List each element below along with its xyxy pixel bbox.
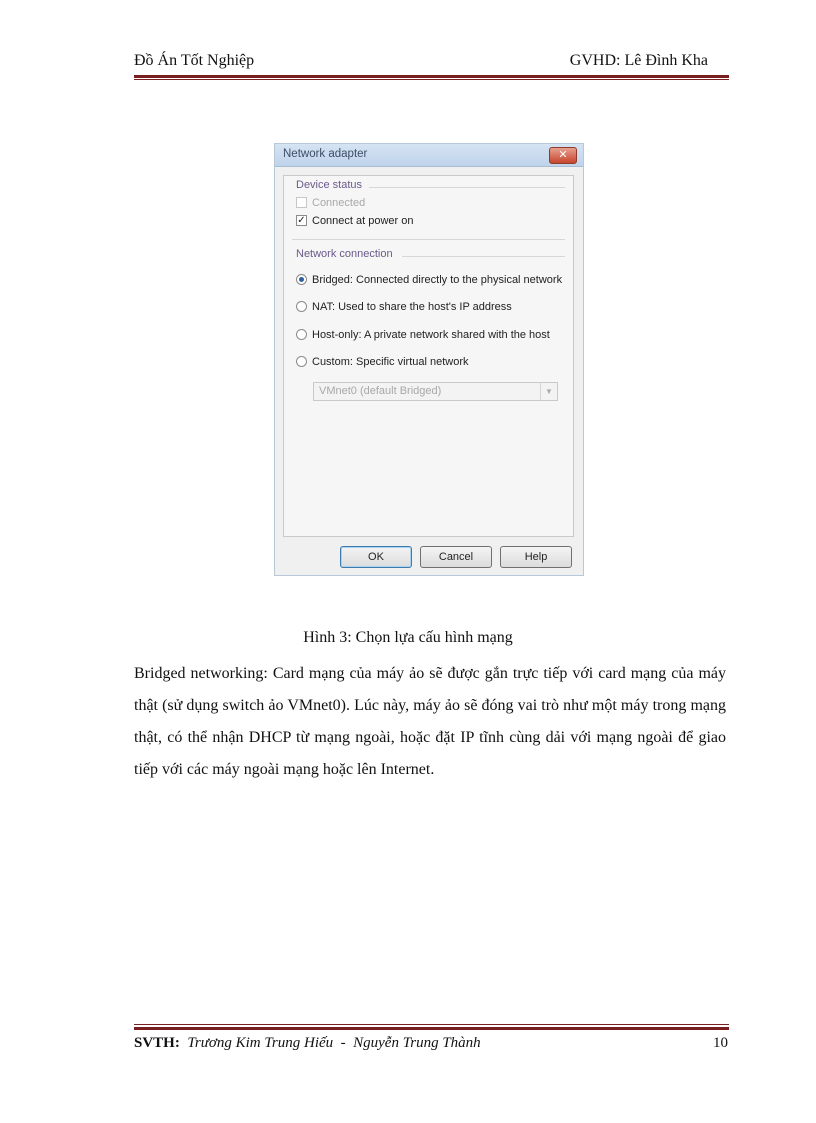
custom-network-value: VMnet0 (default Bridged) [319,385,442,397]
settings-panel [283,175,574,537]
footer-rule-thin [134,1024,729,1025]
bridged-option[interactable] [296,272,566,288]
custom-network-select[interactable] [313,382,558,401]
page-number: 10 [713,1035,728,1051]
connect-at-power-on-checkbox[interactable]: ✓ [297,215,306,226]
dialog-titlebar [275,144,583,167]
group-divider [292,239,565,240]
group-divider [369,187,565,188]
nat-label: NAT: Used to share the host's IP address [312,301,512,313]
host-only-radio[interactable] [296,329,307,340]
network-connection-label: Network connection [296,248,393,260]
custom-option[interactable] [296,354,566,370]
device-status-label: Device status [296,179,363,191]
connect-at-power-on-label: Connect at power on [312,215,414,227]
bridged-label: Bridged: Connected directly to the physical network [312,274,563,286]
footer-students: Trương Kim Trung Hiếu - Nguyễn Trung Thành [187,1035,481,1051]
close-button[interactable] [549,147,577,164]
footer-label: SVTH: [134,1035,184,1051]
close-icon: ✕ [558,149,568,161]
connected-checkbox[interactable] [296,197,307,208]
bridged-radio[interactable] [296,274,307,285]
footer-rule [134,1027,729,1030]
header-thesis-title: Đồ Án Tốt Nghiệp [134,52,255,69]
dialog-title: Network adapter [283,148,368,160]
connected-label: Connected [312,197,366,209]
page-header [134,52,726,74]
connect-at-power-on-row[interactable] [296,213,556,229]
connected-checkbox-row[interactable] [296,195,556,211]
host-only-option[interactable] [296,327,566,343]
header-rule [134,75,729,78]
ok-button[interactable]: OK [340,546,412,568]
custom-label: Custom: Specific virtual network [312,356,469,368]
chevron-down-icon[interactable]: ▼ [540,383,557,400]
help-button[interactable]: Help [500,546,572,568]
header-rule-thin [134,79,729,80]
nat-radio[interactable] [296,301,307,312]
network-adapter-dialog [274,143,584,576]
host-only-label: Host-only: A private network shared with the host [312,329,550,341]
figure-caption: Hình 3: Chọn lựa cấu hình mạng [303,629,513,646]
nat-option[interactable] [296,299,566,315]
custom-radio[interactable] [296,356,307,367]
header-supervisor: GVHD: Lê Đình Kha [569,52,708,69]
cancel-button[interactable]: Cancel [420,546,492,568]
body-paragraph: Bridged networking: Card mạng của máy ảo sẽ được gắn trực tiếp với card mạng của máy thật (sử dụng switch ảo VMnet0). Lúc này, máy ảo sẽ đóng vai trò như một máy trong mạng thật, có thể nhận DHCP từ mạng ngoài, hoặc đặt IP tĩnh cùng dải với mạng ngoài để giao tiếp với các máy ngoài mạng hoặc lên Internet. [134,665,726,778]
group-divider [402,256,565,257]
page-footer [134,1035,728,1057]
